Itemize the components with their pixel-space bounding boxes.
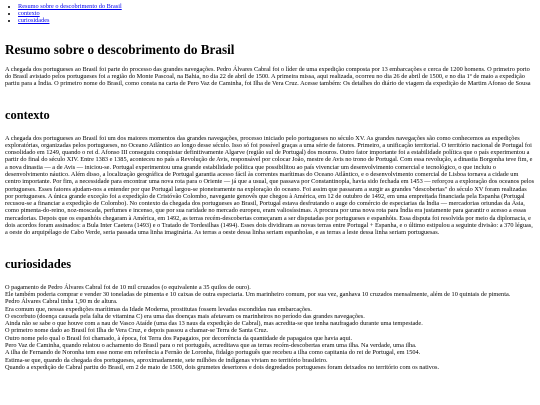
toc-link-resumo[interactable]: Resumo sobre o descobrimento do Brasil <box>18 3 122 10</box>
toc-item <box>18 10 535 17</box>
toc-link-curiosidades[interactable]: curiosidades <box>18 17 50 25</box>
curiosity-item: Estima-se que, quando da chegada dos portugueses, aproximadamente, sete milhões de indígenas viviam no território brasileiro. <box>5 356 328 364</box>
curiosity-item: O escorbuto (doença causada pela falta de vitamina C) era uma das doenças mais afetavam os marinheiros no período das grandes navegações. <box>5 312 365 320</box>
toc-item <box>18 3 535 10</box>
curiosity-item: Quando a expedição de Cabral partiu do Brasil, em 2 de maio de 1500, dois grumetes desertores e dois degredados portugueses foram deixados no território com os nativos. <box>5 363 440 371</box>
curiosidades-list <box>5 284 535 372</box>
curiosity-item: O pagamento de Pedro Álvares Cabral foi de 10 mil cruzados (o equivalente a 35 quilos de ouro). <box>5 283 251 291</box>
curiosity-item: Outro nome pelo qual o Brasil foi chamado, à época, foi Terra dos Papagaios, por decorrência da quantidade de papagaios que havia aqui. <box>5 334 353 342</box>
curiosity-item: O primeiro nome dado ao Brasil foi Ilha de Vera Cruz, e depois passou a chamar-se Terra de Santa Cruz. <box>5 327 269 335</box>
table-of-contents <box>5 3 535 25</box>
curiosity-item: Ele também poderia comprar e vender 30 toneladas de pimenta e 10 caixas de outra especiaria. Um marinheiro comum, por sua vez, ganhava 10 cruzados mensalmente, além de 10 quintais de pimenta. <box>5 290 511 298</box>
curiosity-item: A ilha de Fernando de Noronha tem esse nome em referência a Fernão de Loronha, fidalgo português que recebeu a ilha como capitania do rei de Portugal, em 1504. <box>5 349 421 357</box>
contexto-paragraph: A chegada dos portugueses ao Brasil foi um dos maiores momentos das grandes navegações, processo iniciado pelo portugueses no século XV. As grandes navegações são como conhecemos as expedições exploratórias, organizadas pelos portugueses, no Oceano Atlântico ao longo desse século. Isso só foi possível graças a uma série de fatores. Primeiro, a unificação territorial. O território nacional de Portugal foi consolidado em 1249, quando o rei d. Afonso III conseguiu conquistar definitivamente Algarve (região sul de Portugal) dos mouros. Outro fator importante foi a estabilidade política que o país experimentou a partir do final do século XIV. Entre 1383 e 1385, aconteceu no país a Revolução de Avis, responsável por colocar João, mestre de Avis no trono de Portugal. Com essa revolução, a dinastia Borgonha teve fim, e a nova dinastia — a de Avis — iniciou-se. Portugal experimentou uma grande estabilidade política que possibilitou ao país vivenciar um desenvolvimento comercial e tecnológico, o que incluiu o desenvolvimento náutico. Além disso, a localização geográfica de Portugal garantia acesso fácil às correntes marítimas do Oceano Atlântico, e o desenvolvimento comercial de Lisboa tornava a cidade um centro importante. Por fim, a necessidade para encontrar uma nova rota para o Oriente — já que a usual, que passava por Constantinopla, havia sido fechada em 1453 — reforçou a exploração dos oceanos pelos portugueses. Esses fatores ajudam-nos a entender por que Portugal largou-se pioneiramente na exploração do oceano. Foi assim que passaram a surgir as grandes "descobertas" do século XV foram realizadas por portugueses. A única grande exceção foi a expedição de Cristóvão Colombo, navegante genovês que chegou à América, em 12 de outubro de 1492, em uma empreitada financiada pela Espanha (Portugal recusou-se a financiar a expedição de Colombo). No contexto da chegada dos portugueses ao Brasil, Portugal estava desfrutando o auge do comércio de especiarias da Índia — mercadorias oriundas da Ásia, como pimenta-do-reino, noz-moscada, perfumes e incenso, que por sua raridade no mercado europeu, eram valiosíssimas. A procura por uma nova rota para Índia era justamente para garantir o acesso a essas mercadorias. Depois que os espanhóis chegaram à América, em 1492, as terras recém-descobertas começaram a ser disputadas por portugueses e espanhóis. Essa disputa foi resolvida por meio da diplomacia, e dois acordos foram assinados: a Bula Inter Caetera (1493) e o Tratado de Tordesilhas (1494). Esses dois dividiram as novas terras entre Portugal + Espanha, e o último estipulou a seguinte divisão: a 370 léguas, a oeste do arquipélago de Cabo Verde, seria passada uma linha imaginária. As terras a oeste dessa linha seriam espanholas, e as terras a leste dessa linha seriam portuguesas. <box>5 134 535 237</box>
resumo-paragraph: A chegada dos portugueses ao Brasil foi parte do processo das grandes navegações. Pedro Álvares Cabral foi o líder de uma expedição composta por 13 embarcações e cerca de 1200 homens. O primeiro porto do Brasil avistado pelos portugueses foi a região do Monte Pascoal, na Bahia, no dia 22 de abril de 1500. A primeira missa, aqui realizada, ocorreu no dia 26 de abril de 1500, e no dia 1º de maio a expedição partiu para a Índia. O primeiro nome do Brasil, como consta na carta de Pero Vaz de Caminha, foi Ilha de Vera Cruz. Acesse também: Os detalhes do diário de viagem da expedição de Martim Afonso de Sousa <box>5 65 531 88</box>
curiosity-item: Pero Vaz de Caminha, quando relatou o achamento do Brasil para o rei português, acreditava que as terras recém-descobertas eram uma ilha. Na verdade, uma ilha. <box>5 342 417 350</box>
contexto-heading: contexto <box>5 107 50 122</box>
curiosidades-heading: curiosidades <box>5 256 72 271</box>
toc-link-contexto[interactable]: contexto <box>18 10 40 18</box>
curiosity-item: Ainda não se sabe o que houve com a nau de Vasco Ataíde (uma das 13 naus da expedição de Cabral), mas acredita-se que tenha naufragado durante uma tempestade. <box>5 320 423 328</box>
resumo-heading: Resumo sobre o descobrimento do Brasil <box>5 41 235 57</box>
toc-item <box>18 17 535 24</box>
curiosity-item: Era comum que, nessas expedições marítimas da Idade Moderna, prostitutas fossem levadas escondidas nas embarcações. <box>5 305 312 313</box>
curiosity-item: Pedro Álvares Cabral tinha 1,90 m de altura. <box>5 298 118 306</box>
